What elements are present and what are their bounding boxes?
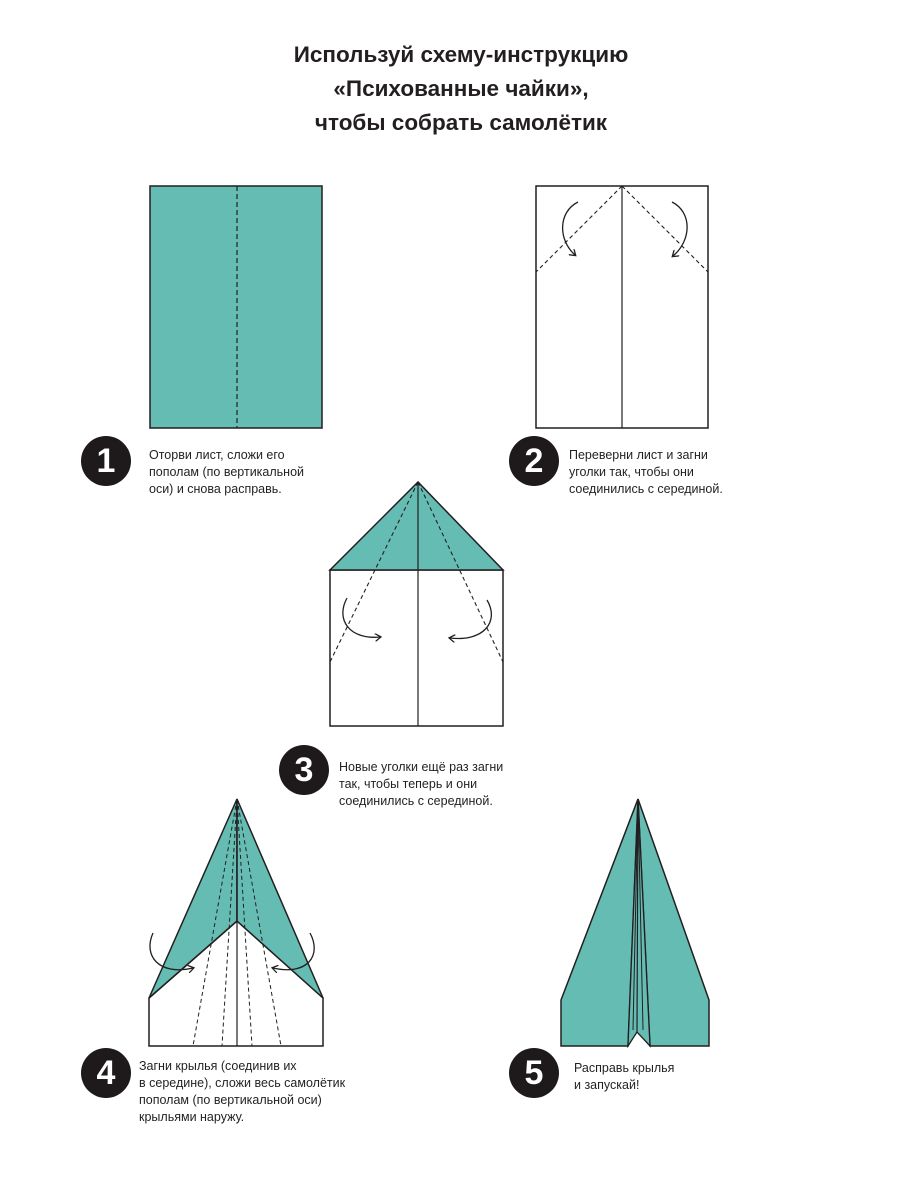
step-4-caption [139, 1058, 345, 1126]
step-1-illustration [150, 186, 322, 428]
folded-top [330, 482, 503, 570]
step-2-illustration [536, 186, 708, 428]
step-5-line-2: и запускай! [574, 1078, 640, 1092]
step-4-number-badge: 4 [81, 1048, 131, 1098]
step-1-caption [149, 447, 304, 498]
step-1-line-1: Оторви лист, сложи его [149, 448, 285, 462]
title-line-2: «Психованные чайки», [333, 76, 589, 101]
step-5-illustration [561, 799, 709, 1046]
sheet-body [330, 570, 503, 726]
step-5-line-1: Расправь крылья [574, 1061, 675, 1075]
step-4-line-3: пополам (по вертикальной оси) [139, 1093, 322, 1107]
step-2-line-3: соединились с серединой. [569, 482, 723, 496]
step-1-line-2: пополам (по вертикальной [149, 465, 305, 479]
step-3-line-3: соединились с серединой. [339, 794, 493, 808]
step-4-illustration [149, 799, 323, 1046]
step-3-line-1: Новые уголки ещё раз загни [339, 760, 504, 774]
step-4-line-2: в середине), сложи весь самолётик [139, 1076, 346, 1090]
title-line-3: чтобы собрать самолётик [314, 110, 608, 135]
step-3-caption [339, 759, 503, 810]
step-3-number-badge: 3 [279, 745, 329, 795]
title-line-1: Используй схему-инструкцию [293, 42, 629, 67]
step-1-number-badge: 1 [81, 436, 131, 486]
step-4-line-1: Загни крылья (соединив их [139, 1059, 297, 1073]
step-2-number-badge: 2 [509, 436, 559, 486]
step-2-line-2: уголки так, чтобы они [569, 465, 694, 479]
sheet [150, 186, 322, 428]
step-2-caption [569, 447, 723, 498]
step-5-caption [574, 1060, 674, 1094]
step-1-line-3: оси) и снова расправь. [149, 482, 282, 496]
step-5-number-badge: 5 [509, 1048, 559, 1098]
step-3-line-2: так, чтобы теперь и они [339, 777, 478, 791]
step-2-line-1: Переверни лист и загни [569, 448, 708, 462]
wing-left [561, 799, 638, 1046]
step-3-illustration [330, 482, 503, 726]
step-4-line-4: крыльями наружу. [139, 1110, 245, 1124]
